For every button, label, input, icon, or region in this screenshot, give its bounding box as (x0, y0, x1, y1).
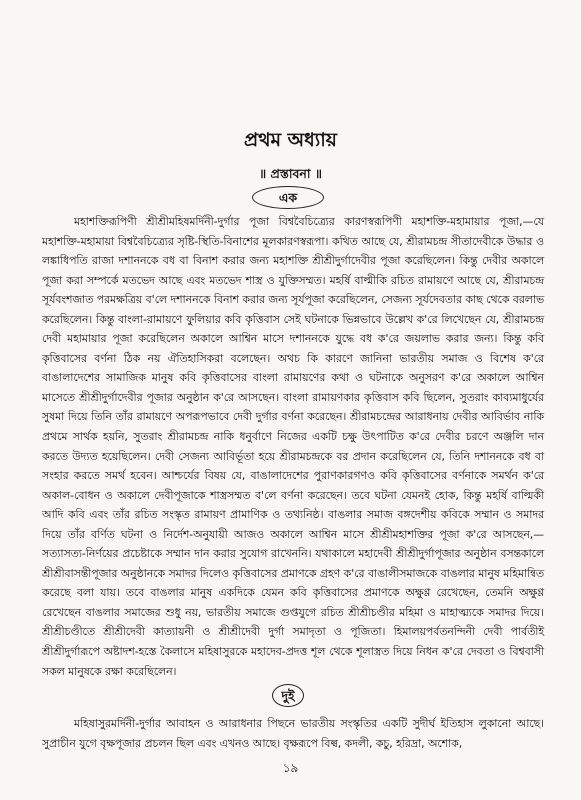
section-badge-one: এক (252, 186, 324, 209)
section-one-paragraph: মহাশক্তিরূপিণী শ্রীশ্রীমহিষমর্দিনী-দুর্গার পূজা বিশ্ববৈচিত্র্যের কারণস্বরূপিণী মহাশক্তি-মহামায়ার পূজা,—যে মহাশক্তি-মহামায়া বিশ্ববৈচিত্র্যের সৃষ্টি-স্থিতি-বিনাশের মূলকারণস্বরূপা। কথিত আছে যে, শ্রীরামচন্দ্র সীতাদেবীকে উদ্ধার ও লঙ্কাধিপতি রাজা দশাননকে বধ বা বিনাশ করার জন্য মহাশক্তি শ্রীশ্রীদুর্গাদেবীর পূজা করেছিলেন। কিন্তু দেবীর অকালে পূজা করা সম্পর্কে মতভেদ আছে এবং মতভেদ শাস্ত্র ও যুক্তিসম্মত। মহর্ষি বাল্মীকি রচিত রামায়ণে আছে যে, শ্রীরামচন্দ্র সূর্যবংশজাত পরমক্ষত্রিয় ব'লে দশাননকে বিনাশ করার জন্য সূর্যপূজা করেছিলেন, সেজন্য সূর্যদেবতার কাছ থেকে বরলাভ করেছিলেন। কিন্তু বাংলা-রামায়ণে ফুলিয়ার কবি কৃত্তিবাস সেই ঘটনাকে ভিন্নভাবে উল্লেখ ক'রে লিখেছেন যে, শ্রীরামচন্দ্র দেবী মহামায়ার পূজা করেছিলেন অকালে আশ্বিন মাসে দশাননকে যুদ্ধে বধ ক'রে জয়লাভ করার জন্য। কিন্তু কবি কৃত্তিবাসের বর্ণনা ঠিক নয় ঐতিহাসিকরা বলেছেন। অথচ কি কারণে জানিনা ভারতীয় সমাজ ও বিশেষ ক'রে বাঙালাদেশের সামাজিক মানুষ কবি কৃত্তিবাসের বাংলা রামায়ণের কথা ও ঘটনাকে অনুসরণ ক'রে অকালে আশ্বিন মাসেতে শ্রীশ্রীদুর্গাদেবীর পূজার অনুষ্ঠান ক'রে আসছেন। বাংলা রামায়ণকার কৃত্তিবাস কবি ছিলেন, সুতরাং কাব্যমাধুর্যের সুষমা দিয়ে তিনি তাঁর রামায়ণে অপরূপভাবে দেবী দুর্গার বর্ণনা করেছেন। শ্রীরামচন্দ্রের আরাধনায় দেবীর আবির্ভাব নাকি প্রথমে সার্থক হয়নি, সুতরাং শ্রীরামচন্দ্র নাকি ধনুর্বাণে নিজের একটি চক্ষু উৎপাটিত ক'রে দেবীর চরণে অঞ্জলি দান করতে উদ্যত হয়েছিলেন। দেবী সেজন্য আবির্ভূতা হয়ে শ্রীরামচন্দ্রকে বর প্রদান করেছিলেন যে, তিনি দশাননকে বধ বা সংহার করতে সমর্থ হবেন। আশ্চর্যের বিষয় যে, বাঙালাদেশের পুরাণকারগণও কবি কৃত্তিবাসের বর্ণনাকে সমর্থন ক'রে অকাল-বোধন ও অকালে দেবীপূজাকে শাস্ত্রসম্মত ব'লে বর্ণনা করেছেন। তবে ঘটনা যেমনই হোক, কিন্তু মহর্ষি বাল্মিকী আদি কবি এবং তাঁর রচিত সংস্কৃত রামায়ণ প্রামাণিক ও তথ্যনিষ্ঠ। বাঙলার সমাজ বঙ্গদেশীয় কবিকে সম্মান ও সমাদর দিয়ে তাঁর বর্ণিত ঘটনা ও নির্দেশ-অনুযায়ী আজও অকালে আশ্বিন মাসে শ্রীশ্রীমহাশক্তির পূজা ক'রে আসছেন,—সত্যাসত্য-নির্ণয়ের প্রচেষ্টাকে সম্মান দান করার সুযোগ রাখেননি। যথাকালে মহাদেবী শ্রীশ্রীদুর্গাপূজার অনুষ্ঠান বসন্তকালে শ্রীশ্রীবাসন্তীপূজার অনুষ্ঠানকে সমাদর দিলেও কৃত্তিবাসের প্রমাণকে গ্রহণ ক'রে বাঙালীসমাজকে বাঙলার মানুষ মহিমান্বিত করেছে বলা যায়। তবে বাঙলার মানুষ একদিকে যেমন কবি কৃত্তিবাসের প্রমাণকে অক্ষুণ্ণ রেখেছেন, তেমনি অক্ষুণ্ণ রেখেছেন বাঙলার সমাজের শুধু নয়, ভারতীয় সমাজে গুপ্তযুগে রচিত শ্রীশ্রীচণ্ডীর মহিমা ও মাহাত্ম্যকে সমাদর দিয়ে। শ্রীশ্রীচণ্ডীতে শ্রীশ্রীদেবী কাত্যায়নী ও শ্রীশ্রীদেবী দুর্গা সমাদৃতা ও পূজিতা। হিমালয়পর্বতনন্দিনী দেবী পার্বতীই শ্রীশ্রীদুর্গারূপে অষ্টাদশ-হস্তে কৈলাসে মহিষাসুরকে মহাদেব-প্রদত্ত শূল থেকে শূলাস্ত্রত দিয়ে নিধন ক'রে দেবতা ও বিশ্ববাসী সকল মানুষকে রক্ষা করেছিলেন। (42, 215, 544, 678)
chapter-subtitle: ॥ প্রস্তাবনা ॥ (259, 166, 322, 181)
section-badge-two: দুই (272, 684, 304, 707)
chapter-title: প্রথম অধ্যায় (244, 129, 337, 151)
section-two-paragraph: মহিষাসুরমর্দিনী-দুর্গার আবাহন ও আরাধনার পিছনে ভারতীয় সংস্কৃতির একটি সুদীর্ঘ ইতিহাস লুকানো আছে। সুপ্রাচীন যুগে বৃক্ষপূজার প্রচলন ছিল এবং এখনও আছে। বৃক্ষরূপে বিল্ব, কদলী, কচু, হরিদ্রা, অশোক, (42, 717, 544, 750)
page-number: ১৯ (282, 761, 299, 775)
